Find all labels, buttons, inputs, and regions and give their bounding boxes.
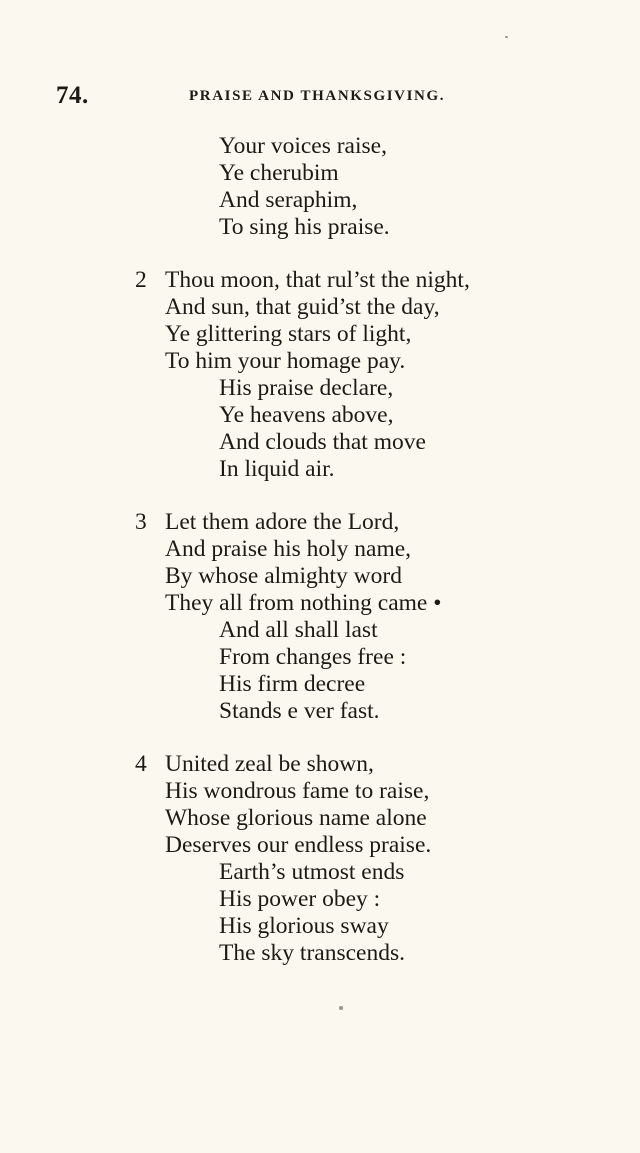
verse-line: From changes free : (219, 644, 407, 670)
verse-line: And clouds that move (219, 429, 426, 455)
stanza-1 (0, 133, 640, 241)
verse-line: Earth’s utmost ends (219, 859, 405, 885)
verse-line: To him your homage pay. (165, 348, 406, 374)
stanza-2 (0, 267, 640, 483)
stanza-number: 2 (135, 267, 147, 293)
verse-line: His firm decree (219, 671, 366, 697)
verse-line: And all shall last (219, 617, 378, 643)
stanza-3 (0, 509, 640, 725)
verse-line: Ye heavens above, (219, 402, 394, 428)
paper-speck (505, 36, 508, 38)
verse-line: And sun, that guid’st the day, (165, 294, 440, 320)
page-number: 74. (56, 82, 89, 109)
verse-line: By whose almighty word (165, 563, 402, 589)
verse-line: Ye glittering stars of light, (165, 321, 412, 347)
paper-speck (339, 1006, 343, 1010)
verse-line: The sky transcends. (219, 940, 405, 966)
verse-line: To sing his praise. (219, 214, 390, 240)
verse-line: Whose glorious name alone (165, 805, 427, 831)
stanza-4 (0, 751, 640, 967)
verse-line: Ye cherubim (219, 160, 339, 186)
verse-line: Deserves our endless praise. (165, 832, 432, 858)
verse-line: Stands e ver fast. (219, 698, 380, 724)
verse-line: His glorious sway (219, 913, 389, 939)
verse-line: His power obey : (219, 886, 381, 912)
stanza-number: 4 (135, 751, 147, 777)
page-header (56, 82, 476, 112)
hymn-text (0, 133, 640, 993)
verse-line: Thou moon, that rul’st the night, (165, 267, 470, 293)
verse-line: Let them adore the Lord, (165, 509, 400, 535)
verse-line: United zeal be shown, (165, 751, 374, 777)
verse-line: Your voices raise, (219, 133, 387, 159)
stanza-number: 3 (135, 509, 147, 535)
verse-line: And praise his holy name, (165, 536, 412, 562)
verse-line: And seraphim, (219, 187, 358, 213)
running-head: PRAISE AND THANKSGIVING. (189, 88, 446, 104)
verse-line: They all from nothing came • (165, 590, 442, 616)
verse-line: In liquid air. (219, 456, 335, 482)
verse-line: His praise declare, (219, 375, 394, 401)
verse-line: His wondrous fame to raise, (165, 778, 430, 804)
